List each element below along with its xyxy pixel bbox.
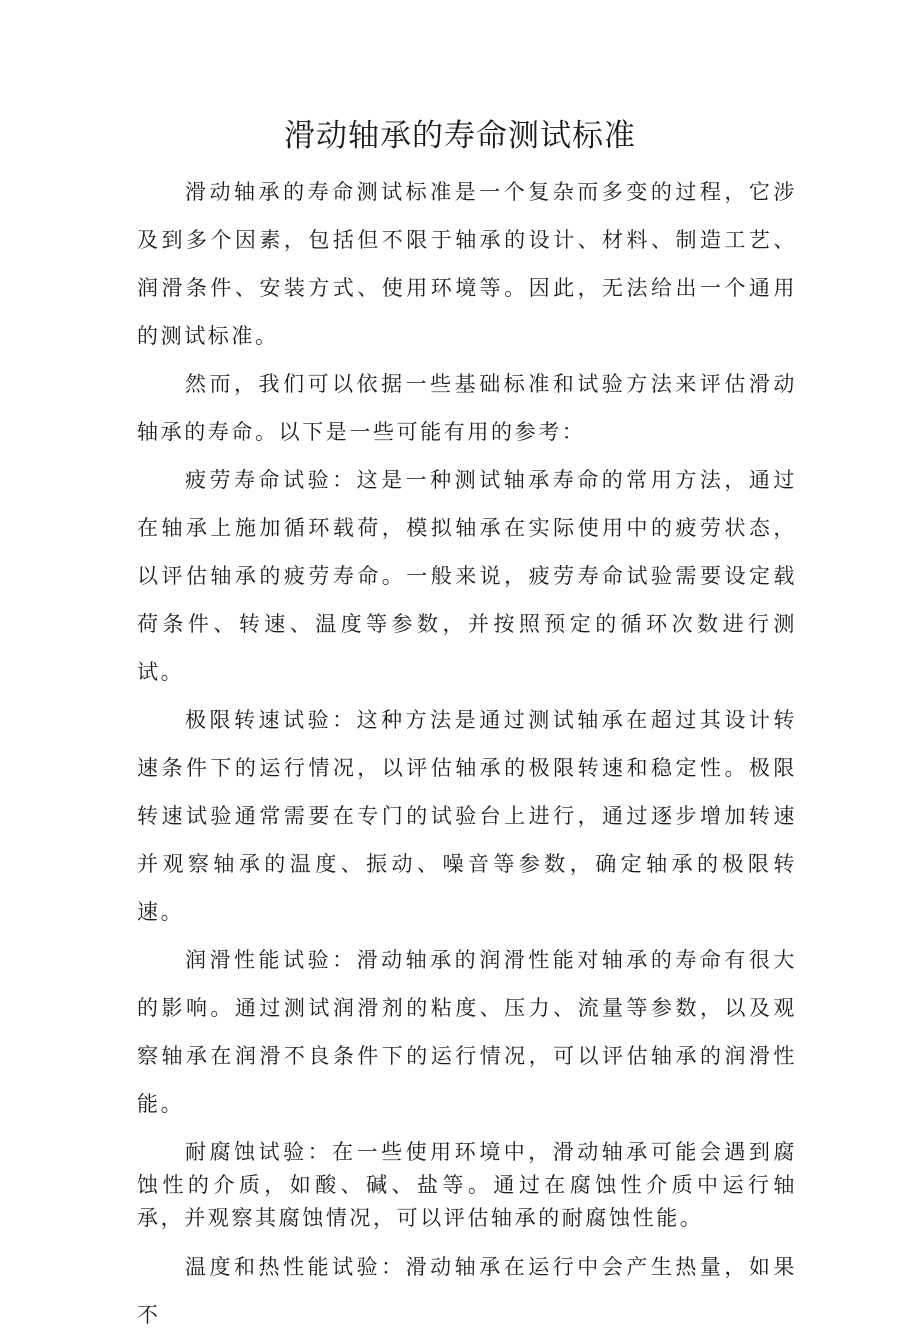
paragraph-reference: 然而，我们可以依据一些基础标准和试验方法来评估滑动轴承的寿命。以下是一些可能有用的参考：: [137, 372, 797, 444]
document-body: [137, 168, 797, 1339]
paragraph-lubrication-test: 润滑性能试验：滑动轴承的润滑性能对轴承的寿命有很大的影响。通过测试润滑剂的粘度、压力、流量等参数，以及观察轴承在润滑不良条件下的运行情况，可以评估轴承的润滑性能。: [137, 948, 797, 1116]
paragraph-intro: 滑动轴承的寿命测试标准是一个复杂而多变的过程，它涉及到多个因素，包括但不限于轴承的设计、材料、制造工艺、润滑条件、安装方式、使用环境等。因此，无法给出一个通用的测试标准。: [137, 180, 797, 348]
paragraph-thermal-test: 温度和热性能试验：滑动轴承在运行中会产生热量，如果不: [137, 1255, 797, 1327]
document-title: 滑动轴承的寿命测试标准: [284, 118, 636, 154]
paragraph-corrosion-test: 耐腐蚀试验：在一些使用环境中，滑动轴承可能会遇到腐蚀性的介质，如酸、碱、盐等。通过在腐蚀性介质中运行轴承，并观察其腐蚀情况，可以评估轴承的耐腐蚀性能。: [137, 1140, 797, 1230]
paragraph-speed-test: 极限转速试验：这种方法是通过测试轴承在超过其设计转速条件下的运行情况，以评估轴承的极限转速和稳定性。极限转速试验通常需要在专门的试验台上进行，通过逐步增加转速并观察轴承的温度、振动、噪音等参数，确定轴承的极限转速。: [137, 708, 797, 924]
paragraph-fatigue-test: 疲劳寿命试验：这是一种测试轴承寿命的常用方法，通过在轴承上施加循环载荷，模拟轴承在实际使用中的疲劳状态，以评估轴承的疲劳寿命。一般来说，疲劳寿命试验需要设定载荷条件、转速、温度等参数，并按照预定的循环次数进行测试。: [137, 468, 797, 684]
